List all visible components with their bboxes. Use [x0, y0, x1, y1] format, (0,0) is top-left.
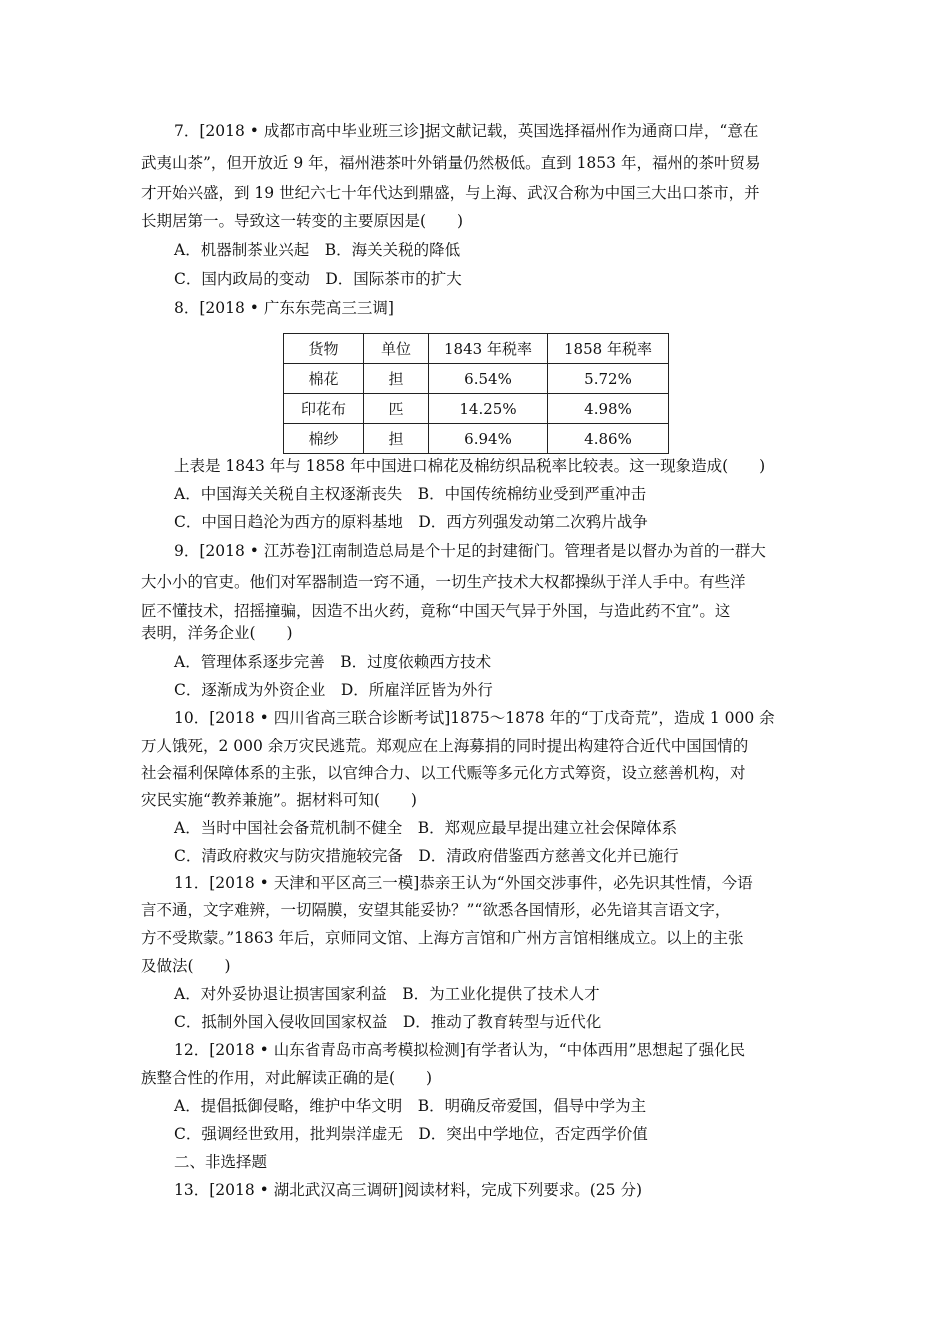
q7-stem-line: 武夷山茶”，但开放近 9 年，福州港茶叶外销量仍然极低。直到 1853 年，福州的茶叶贸易: [141, 154, 761, 172]
table-cell: 6.54%: [429, 364, 548, 394]
q12-stem-line: 12．[2018 • 山东省青岛市高考模拟检测]有学者认为，“中体西用”思想起了强化民: [174, 1041, 746, 1059]
table-row: [284, 424, 669, 454]
table-header-row: [284, 334, 669, 364]
q10-stem-line: 10．[2018 • 四川省高三联合诊断考试]1875～1878 年的“丁戊奇荒”，造成 1 000 余: [174, 709, 775, 727]
table-cell: 14.25%: [429, 394, 548, 424]
q11-options-cd: C．抵制外国入侵收回国家权益 D．推动了教育转型与近代化: [174, 1013, 602, 1031]
q11-stem-line: 及做法( ): [141, 957, 231, 975]
tax-rate-table: [283, 333, 669, 454]
table-cell: 担: [364, 364, 429, 394]
section-heading: 二、非选择题: [174, 1153, 268, 1171]
q8-heading: 8．[2018 • 广东东莞高三三调]: [174, 299, 394, 317]
q10-options-cd: C．清政府救灾与防灾措施较完备 D．清政府借鉴西方慈善文化并已施行: [174, 847, 679, 865]
q9-stem-line: 大小小的官吏。他们对军器制造一窍不通，一切生产技术大权都操纵于洋人手中。有些洋: [141, 573, 746, 591]
q12-options-cd: C．强调经世致用，批判崇洋虚无 D．突出中学地位，否定西学价值: [174, 1125, 648, 1143]
q12-stem-line: 族整合性的作用，对此解读正确的是( ): [141, 1069, 433, 1087]
table-cell: 4.98%: [548, 394, 669, 424]
q12-options-ab: A．提倡抵御侵略，维护中华文明 B．明确反帝爱国，倡导中学为主: [174, 1097, 647, 1115]
q10-options-ab: A．当时中国社会备荒机制不健全 B．郑观应最早提出建立社会保障体系: [174, 819, 678, 837]
q7-stem-line: 7．[2018 • 成都市高中毕业班三诊]据文献记载，英国选择福州作为通商口岸，“意在: [174, 122, 759, 140]
q7-stem-line: 才开始兴盛，到 19 世纪六七十年代达到鼎盛，与上海、武汉合称为中国三大出口茶市，并: [141, 184, 760, 202]
q9-options-ab: A．管理体系逐步完善 B．过度依赖西方技术: [174, 653, 492, 671]
table-header-cell: 1843 年税率: [429, 334, 548, 364]
table-cell: 4.86%: [548, 424, 669, 454]
table-row: [284, 394, 669, 424]
table-cell: 5.72%: [548, 364, 669, 394]
table-cell: 匹: [364, 394, 429, 424]
table-header-cell: 1858 年税率: [548, 334, 669, 364]
table-cell: 棉花: [284, 364, 364, 394]
q8-options-ab: A．中国海关关税自主权逐渐丧失 B．中国传统棉纺业受到严重冲击: [174, 485, 647, 503]
q13-stem-line: 13．[2018 • 湖北武汉高三调研]阅读材料，完成下列要求。(25 分): [174, 1181, 643, 1199]
table-cell: 6.94%: [429, 424, 548, 454]
table-row: [284, 364, 669, 394]
q11-options-ab: A．对外妥协退让损害国家利益 B．为工业化提供了技术人才: [174, 985, 600, 1003]
q7-options-cd: C．国内政局的变动 D．国际茶市的扩大: [174, 270, 462, 288]
table-header-cell: 货物: [284, 334, 364, 364]
q11-stem-line: 言不通，文字难辨，一切隔膜，安望其能妥协？”“欲悉各国情形，必先谙其言语文字，: [141, 901, 731, 919]
table-header-cell: 单位: [364, 334, 429, 364]
q9-stem-line: 9．[2018 • 江苏卷]江南制造总局是个十足的封建衙门。管理者是以督办为首的一群大: [174, 542, 766, 560]
q8-options-cd: C．中国日趋沦为西方的原料基地 D．西方列强发动第二次鸦片战争: [174, 513, 648, 531]
q9-stem-line: 匠不懂技术，招摇撞骗，因造不出火药，竟称“中国天气异于外国，与造此药不宜”。这: [141, 602, 731, 620]
q11-stem-line: 方不受欺蒙。”1863 年后，京师同文馆、上海方言馆和广州方言馆相继成立。以上的主张: [141, 929, 744, 947]
q7-options-ab: A．机器制茶业兴起 B．海关关税的降低: [174, 241, 461, 259]
table-cell: 担: [364, 424, 429, 454]
q7-stem-line: 长期居第一。导致这一转变的主要原因是( ): [141, 212, 464, 230]
q10-stem-line: 万人饿死，2 000 余万灾民逃荒。郑观应在上海募捐的同时提出构建符合近代中国国情的: [141, 737, 749, 755]
q11-stem-line: 11．[2018 • 天津和平区高三一模]恭亲王认为“外国交涉事件，必先识其性情，今语: [174, 874, 753, 892]
table-cell: 印花布: [284, 394, 364, 424]
q10-stem-line: 社会福利保障体系的主张，以官绅合力、以工代赈等多元化方式筹资，设立慈善机构，对: [141, 764, 746, 782]
q8-stem: 上表是 1843 年与 1858 年中国进口棉花及棉纺织品税率比较表。这一现象造成( ): [174, 457, 766, 475]
q9-options-cd: C．逐渐成为外资企业 D．所雇洋匠皆为外行: [174, 681, 493, 699]
q10-stem-line: 灾民实施“教养兼施”。据材料可知( ): [141, 791, 417, 809]
q9-stem-line: 表明，洋务企业( ): [141, 624, 293, 642]
table-cell: 棉纱: [284, 424, 364, 454]
